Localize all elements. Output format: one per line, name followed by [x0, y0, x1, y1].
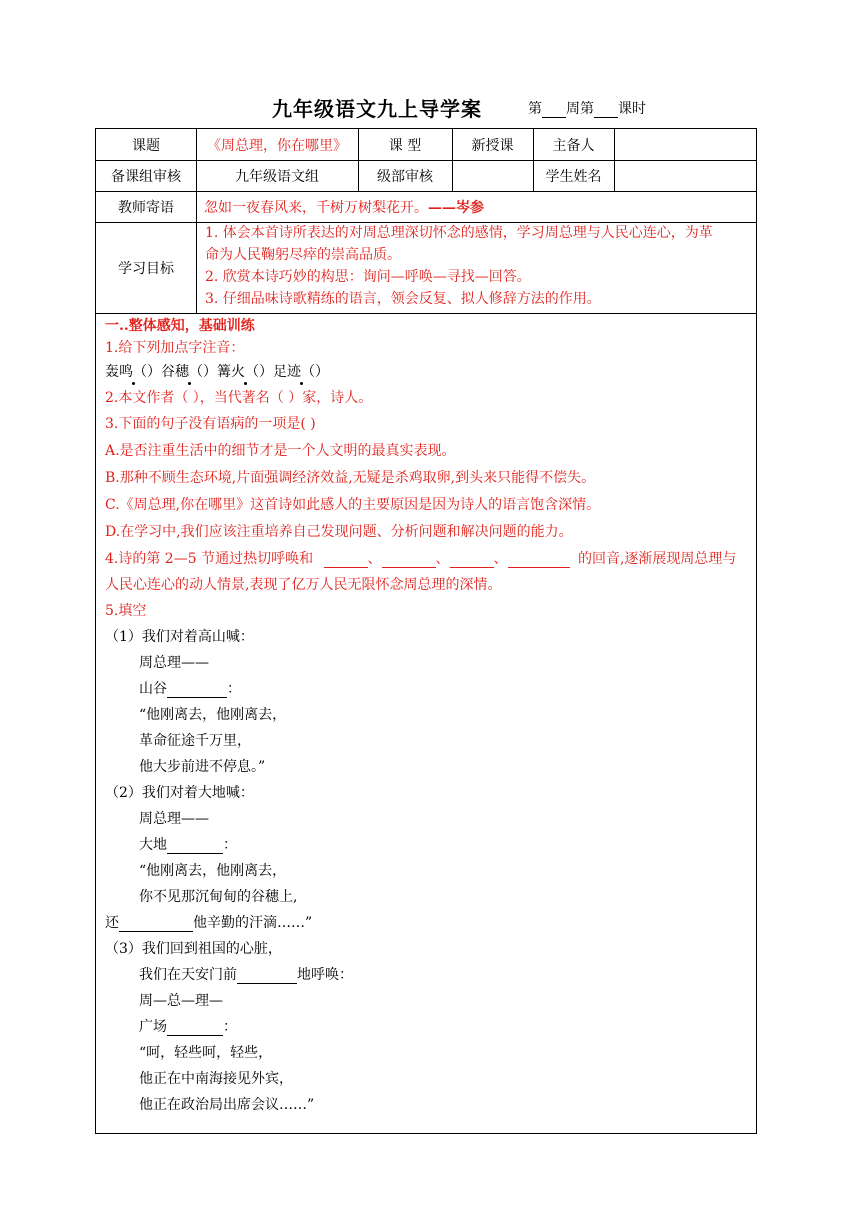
- poem-2-sweat: 他辛勤的汗滴……”: [193, 915, 313, 931]
- goal-line: 2. 欣赏本诗巧妙的构思：询问—呼唤—寻找—回答。: [205, 269, 531, 285]
- poem-2-head: （2）我们对着大地喊：: [105, 785, 254, 801]
- poem-3-line: [139, 964, 353, 984]
- goal-line: 命为人民鞠躬尽瘁的崇高品质。: [205, 247, 401, 263]
- learning-goals: [205, 222, 755, 310]
- page-title: 九年级语文九上导学案: [272, 97, 482, 121]
- question-3-option-a: A.是否注重生活中的细节才是一个人文明的最真实表现。: [105, 443, 456, 459]
- student-name-label: 学生姓名: [545, 168, 602, 185]
- question-2: 2.本文作者（ ），当代著名（ ）家，诗人。: [105, 390, 373, 406]
- review-group-label: 备课组审核: [111, 168, 181, 185]
- q4-blank-3[interactable]: [450, 553, 494, 568]
- teacher-message-author: ——岑参: [428, 199, 484, 216]
- q1-item: 篝火（）: [217, 364, 273, 380]
- poem-2-line: 周总理——: [139, 811, 209, 827]
- topic-value: 《周总理，你在哪里》: [207, 137, 347, 154]
- week-prefix: 第: [528, 101, 542, 117]
- poem-3-blank-2[interactable]: [167, 1021, 223, 1036]
- student-name-value[interactable]: [614, 160, 756, 191]
- topic-label: 课题: [132, 137, 160, 154]
- preparer-value[interactable]: [614, 129, 756, 160]
- question-3-option-b: B.那种不顾生态环境,片面强调经济效益,无疑是杀鸡取卵,到头来只能得不偿失。: [105, 470, 596, 486]
- poem-2-blank[interactable]: [167, 839, 223, 854]
- lesson-schedule: [528, 98, 646, 118]
- poem-3-line: “呵，轻些呵，轻些，: [139, 1045, 273, 1061]
- poem-3-call: 地呼唤：: [297, 967, 353, 983]
- q1-items: [105, 361, 329, 381]
- lesson-type-label: 课 型: [388, 137, 422, 154]
- poem-3-tiananmen: 我们在天安门前: [139, 967, 237, 983]
- poem-1-line: [139, 678, 241, 698]
- poem-3-head: （3）我们回到祖国的心脏，: [105, 941, 282, 957]
- question-3-option-c: C.《周总理,你在哪里》这首诗如此感人的主要原因是因为诗人的语言饱含深情。: [105, 497, 601, 513]
- grade-review-value[interactable]: [452, 160, 533, 191]
- poem-3-line: [139, 1016, 237, 1036]
- learning-goals-label: 学习目标: [118, 260, 174, 277]
- lesson-plan-table: [95, 128, 757, 1134]
- poem-2-line: “他刚离去，他刚离去，: [139, 863, 287, 879]
- goal-line: 3. 仔细品味诗歌精练的语言，领会反复、拟人修辞方法的作用。: [205, 291, 601, 307]
- poem-1-head: （1）我们对着高山喊：: [105, 629, 254, 645]
- poem-1-line: 周总理——: [139, 655, 209, 671]
- poem-1-line: 革命征途千万里，: [139, 733, 251, 749]
- poem-2-earth: 大地: [139, 837, 167, 853]
- question-3: 3.下面的句子没有语病的一项是( ): [105, 416, 316, 432]
- review-group-value: 九年级语文组: [235, 168, 319, 185]
- poem-2-line: [105, 912, 312, 932]
- question-1: 1.给下列加点字注音：: [105, 340, 245, 356]
- teacher-message: [196, 191, 756, 222]
- poem-colon: ：: [223, 837, 237, 853]
- question-4-mid: 的回音,逐渐展现周总理与: [577, 551, 737, 567]
- poem-1-valley: 山谷: [139, 681, 167, 697]
- poem-1-line: “他刚离去，他刚离去，: [139, 707, 287, 723]
- poem-colon: ：: [223, 1019, 237, 1035]
- question-4: 4.诗的第 2—5 节通过热切呼唤和 、 、 、 的回音,逐渐展现周总理与: [105, 551, 737, 567]
- lesson-type-value: 新授课: [471, 137, 514, 154]
- poem-3-square: 广场: [139, 1019, 167, 1035]
- lesson-blank[interactable]: [594, 103, 618, 118]
- question-3-option-d: D.在学习中,我们应该注重培养自己发现问题、分析问题和解决问题的能力。: [105, 524, 573, 540]
- poem-2-still: 还: [105, 915, 119, 931]
- week-mid: 周第: [566, 101, 594, 117]
- teacher-message-text: 忽如一夜春风来，千树万树梨花开。: [204, 199, 428, 216]
- poem-1-line: 他大步前进不停息。”: [139, 759, 266, 775]
- question-4-cont: 人民心连心的动人情景,表现了亿万人民无限怀念周总理的深情。: [105, 577, 502, 593]
- section-title: 一..整体感知，基础训练: [105, 318, 255, 334]
- poem-colon: ：: [227, 681, 241, 697]
- grade-review-label: 级部审核: [377, 168, 433, 185]
- question-5: 5.填空: [105, 603, 147, 619]
- q1-item: 谷穗（）: [161, 364, 217, 380]
- week-blank[interactable]: [542, 103, 566, 118]
- q1-item: 轰鸣（）: [105, 364, 161, 380]
- poem-3-blank[interactable]: [237, 969, 297, 984]
- poem-2-blank-2[interactable]: [119, 917, 193, 932]
- poem-3-line: 他正在政治局出席会议……”: [139, 1097, 315, 1113]
- poem-3-line: 周—总—理—: [139, 993, 223, 1009]
- q4-blank-1[interactable]: [324, 553, 368, 568]
- week-suffix: 课时: [618, 101, 646, 117]
- teacher-message-label: 教师寄语: [118, 199, 174, 216]
- poem-1-blank[interactable]: [167, 683, 227, 698]
- question-4-start: 4.诗的第 2—5 节通过热切呼唤和: [105, 551, 314, 567]
- goal-line: 1. 体会本首诗所表达的对周总理深切怀念的感情，学习周总理与人民心连心，为革: [205, 225, 713, 241]
- q1-item: 足迹（）: [273, 364, 329, 380]
- poem-3-line: 他正在中南海接见外宾，: [139, 1071, 293, 1087]
- q4-blank-4[interactable]: [508, 553, 570, 568]
- preparer-label: 主备人: [552, 137, 595, 154]
- q4-blank-2[interactable]: [382, 553, 436, 568]
- poem-2-line: 你不见那沉甸甸的谷穗上,: [139, 889, 298, 905]
- poem-2-line: [139, 834, 237, 854]
